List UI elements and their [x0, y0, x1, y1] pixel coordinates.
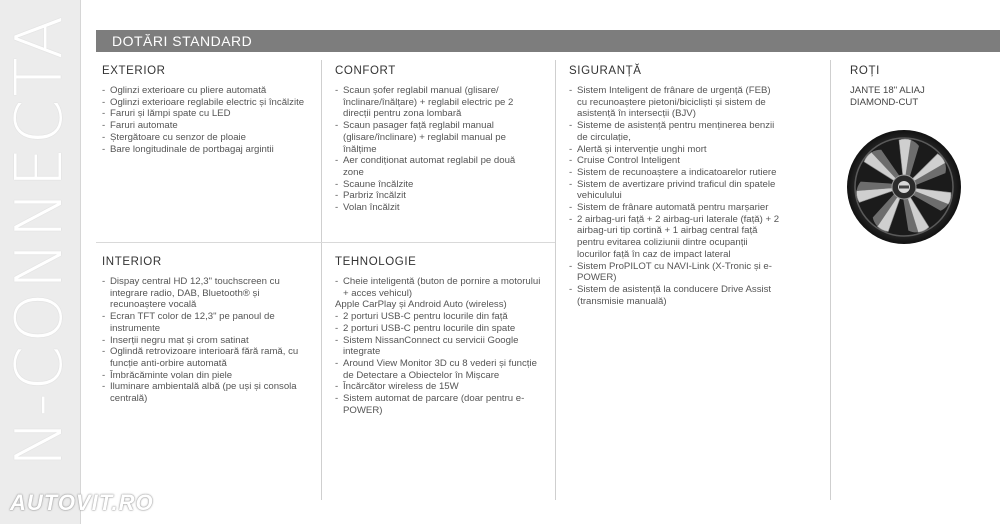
list-item: - 2 airbag-uri față + 2 airbag-uri laterale (față) + 2 airbag-uri tip cortină + 1 airbag central față pentru evitarea coliziunii dintre ocupanții locurilor față în caz de impact lateral: [569, 214, 781, 261]
list-item: - Ștergătoare cu senzor de ploaie: [102, 132, 314, 144]
confort-section: [335, 65, 530, 214]
list-item: - Sistem ProPILOT cu NAVI-Link (X-Tronic și e-POWER): [569, 261, 781, 284]
column-divider: [555, 60, 556, 500]
list-item: - Îmbrăcăminte volan din piele: [102, 370, 307, 382]
list-item: Apple CarPlay și Android Auto (wireless): [335, 299, 507, 311]
tehnologie-title: TEHNOLOGIE: [335, 256, 417, 268]
list-item: - Sistem de asistență la conducere Drive Assist (transmisie manuală): [569, 284, 781, 307]
exterior-section: [102, 65, 314, 155]
roti-title: ROȚI: [850, 65, 880, 77]
wheel-size-label: JANTE 18" ALIAJ: [850, 85, 925, 96]
list-item: - Around View Monitor 3D cu 8 vederi și funcție de Detectare a Obiectelor în Mișcare: [335, 358, 547, 381]
column-divider: [830, 60, 831, 500]
list-item: - Aer condiționat automat reglabil pe două zone: [335, 155, 530, 178]
list-item: - 2 porturi USB-C pentru locurile din spate: [335, 323, 547, 335]
list-item: - Oglinzi exterioare cu pliere automată: [102, 85, 314, 97]
list-item: - Sistem automat de parcare (doar pentru e-POWER): [335, 393, 547, 416]
list-item: - Sistem Inteligent de frânare de urgență (FEB) cu recunoaștere pietoni/bicicliști și sistem de asistență în intersecții (BJV): [569, 85, 781, 120]
siguranta-title: SIGURANȚĂ: [569, 65, 642, 77]
list-item: - Iluminare ambientală albă (pe uși și consola centrală): [102, 381, 307, 404]
list-item: - Volan încălzit: [335, 202, 530, 214]
section-header-title: DOTĂRI STANDARD: [112, 33, 253, 49]
watermark-logo: AUTOVIT.RO: [10, 490, 154, 515]
list-item: - Ecran TFT color de 12,3" pe panoul de instrumente: [102, 311, 307, 334]
list-item: - Încărcător wireless de 15W: [335, 381, 547, 393]
tehnologie-section: [335, 256, 547, 416]
interior-title: INTERIOR: [102, 256, 162, 268]
confort-title: CONFORT: [335, 65, 396, 77]
list-item: - Sisteme de asistență pentru menținerea benzii de circulație,: [569, 120, 781, 143]
section-header-bar: [96, 30, 1000, 52]
list-item: - Oglinzi exterioare reglabile electric și încălzite: [102, 97, 314, 109]
list-item: - Dispay central HD 12,3" touchscreen cu integrare radio, DAB, Bluetooth® și recunoaștere vocală: [102, 276, 307, 311]
list-item: - Scaune încălzite: [335, 179, 530, 191]
list-item: - Scaun șofer reglabil manual (glisare/ înclinare/înălțare) + reglabil electric pe 2 direcții pentru zona lombară: [335, 85, 530, 120]
list-item: - Inserții negru mat și crom satinat: [102, 335, 307, 347]
row-divider: [96, 242, 555, 243]
wheel-finish-label: DIAMOND-CUT: [850, 96, 919, 108]
list-item: - Parbriz încălzit: [335, 190, 530, 202]
list-item: - Faruri și lămpi spate cu LED: [102, 108, 314, 120]
list-item: - Sistem de avertizare privind traficul din spatele vehiculului: [569, 179, 781, 202]
column-divider: [321, 60, 322, 500]
exterior-title: EXTERIOR: [102, 65, 166, 77]
list-item: - 2 porturi USB-C pentru locurile din față: [335, 311, 547, 323]
list-item: - Alertă și intervenție unghi mort: [569, 144, 781, 156]
list-item: - Sistem de frânare automată pentru marșarier: [569, 202, 781, 214]
list-item: - Scaun pasager față reglabil manual (glisare/înclinare) + reglabil manual pe înălțime: [335, 120, 530, 155]
interior-section: [102, 256, 307, 405]
list-item: - Sistem NissanConnect cu servicii Google integrate: [335, 335, 547, 358]
siguranta-section: [569, 65, 781, 307]
list-item: - Cheie inteligentă (buton de pornire a motorului + acces vehicul): [335, 276, 547, 299]
trim-title: N-CONNECTA: [3, 12, 77, 468]
list-item: - Cruise Control Inteligent: [569, 155, 781, 167]
list-item: - Faruri automate: [102, 120, 314, 132]
alloy-wheel-icon: [845, 128, 963, 246]
list-item: - Bare longitudinale de portbagaj argintii: [102, 144, 314, 156]
roti-section: [850, 65, 990, 108]
list-item: - Sistem de recunoaștere a indicatoarelor rutiere: [569, 167, 781, 179]
list-item: - Oglindă retrovizoare interioară fără ramă, cu funcție anti-orbire automată: [102, 346, 307, 369]
